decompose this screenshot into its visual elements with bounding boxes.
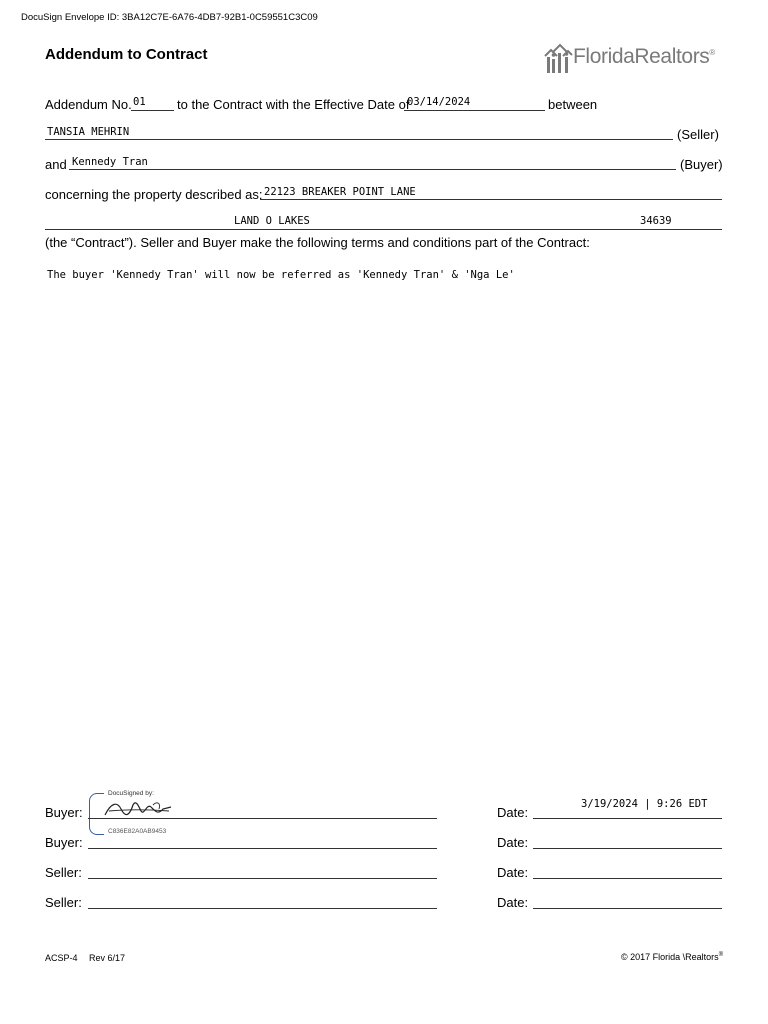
buyer-1-date-label: Date:: [497, 805, 529, 820]
buyer-1-date-field[interactable]: 3/19/2024 | 9:26 EDT: [581, 798, 708, 810]
buyer-signature-image: [103, 797, 175, 823]
seller-1-signature-line[interactable]: [88, 878, 437, 879]
seller-1-date-label: Date:: [497, 865, 529, 880]
buyer-2-signature-line[interactable]: [88, 848, 437, 849]
buyer-name-field[interactable]: Kennedy Tran: [72, 156, 148, 168]
seller-label: (Seller): [677, 127, 719, 142]
form-revision: Rev 6/17: [89, 953, 126, 963]
property-zip-field[interactable]: 34639: [640, 215, 672, 227]
docusigned-by-label: DocuSigned by:: [108, 790, 154, 797]
seller-2-date-field[interactable]: [533, 908, 722, 909]
buyer-1-label: Buyer:: [45, 805, 83, 820]
buyer-1-signature-line[interactable]: [88, 818, 437, 819]
logo-registered-mark: ®: [709, 48, 715, 57]
seller-name-field[interactable]: TANSIA MEHRIN: [47, 126, 130, 138]
buyer-2-label: Buyer:: [45, 835, 83, 850]
seller-2-label: Seller:: [45, 895, 82, 910]
addendum-no-label: Addendum No.: [45, 97, 132, 112]
logo-text: FloridaRealtors: [573, 45, 710, 68]
copyright-notice: [621, 952, 723, 962]
florida-realtors-logo: [543, 42, 725, 76]
signature-id: C836E82A0AB9453: [108, 828, 167, 835]
seller-2-date-label: Date:: [497, 895, 529, 910]
document-title: Addendum to Contract: [45, 46, 208, 63]
terms-text-field[interactable]: The buyer 'Kennedy Tran' will now be referred as 'Kennedy Tran' & 'Nga Le': [47, 269, 515, 281]
effective-date-field[interactable]: 03/14/2024: [407, 96, 471, 108]
docusign-signature-frame: [89, 793, 104, 835]
buyer-2-date-field[interactable]: [533, 848, 722, 849]
between-text: between: [548, 97, 598, 112]
form-code: ACSP-4: [45, 953, 78, 963]
and-text: and: [45, 157, 67, 172]
buyer-2-date-label: Date:: [497, 835, 529, 850]
property-label: concerning the property described as:: [45, 187, 263, 202]
copyright-registered-mark: ®: [718, 952, 724, 958]
envelope-id: DocuSign Envelope ID: 3BA12C7E-6A76-4DB7-92B1-0C59551C3C09: [21, 12, 318, 23]
seller-1-date-field[interactable]: [533, 878, 722, 879]
contract-statement: (the “Contract”). Seller and Buyer make the following terms and conditions part of the Contract:: [45, 235, 590, 250]
addendum-mid-text: to the Contract with the Effective Date of: [177, 97, 410, 112]
seller-1-label: Seller:: [45, 865, 82, 880]
property-city-field[interactable]: LAND O LAKES: [234, 215, 310, 227]
seller-2-signature-line[interactable]: [88, 908, 437, 909]
property-address-field[interactable]: 22123 BREAKER POINT LANE: [264, 186, 416, 198]
houses-logo-icon: [543, 42, 573, 76]
buyer-label: (Buyer): [680, 157, 723, 172]
copyright-text: © 2017 Florida \Realtors: [621, 952, 719, 962]
addendum-number-field[interactable]: 01: [133, 96, 146, 108]
